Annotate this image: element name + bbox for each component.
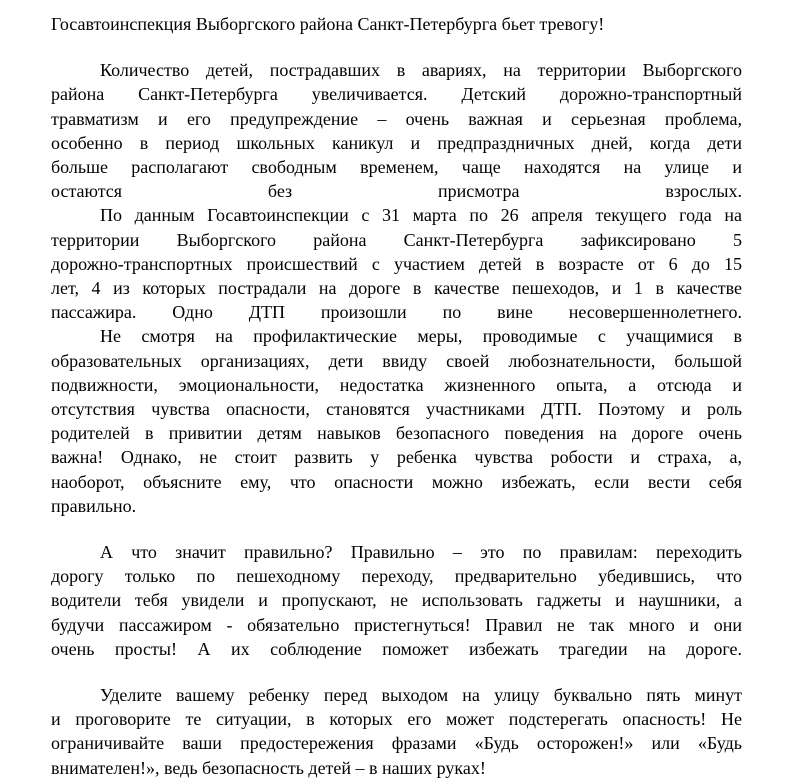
text-line: наоборот, объясните ему, что опасности можно избежать, если вести себя	[51, 471, 742, 492]
text-line: и проговорите те ситуации, в которых его может подстерегать опасность! Не	[51, 709, 742, 730]
text-line: внимателен!», ведь безопасность детей – в наших руках!	[51, 757, 486, 778]
text-line: Уделите вашему ребенку перед выходом на улицу буквально пять минут	[100, 685, 742, 706]
text-line: будучи пассажиром - обязательно пристегнуться! Правил не так много и они	[51, 614, 742, 635]
text-line: Количество детей, пострадавших в авариях, на территории Выборгского	[100, 60, 742, 81]
paragraph	[51, 324, 742, 518]
text-line: дорожно-транспортных происшествий с участием детей в возрасте от 6 до 15	[51, 253, 742, 274]
paragraph	[51, 683, 742, 780]
text-line: водители тебя увидели и пропускают, не использовать гаджеты и наушники, а	[51, 590, 742, 611]
paragraph	[51, 203, 742, 324]
text-line: правильно.	[51, 495, 137, 516]
text-line: очень просты! А их соблюдение поможет избежать трагедии на дороге.	[51, 638, 742, 659]
text-line: важна! Однако, не стоит развить у ребенка чувства робости и страха, а,	[51, 447, 742, 468]
text-line: родителей в привитии детям навыков безопасного поведения на дороге очень	[51, 423, 742, 444]
text-line: подвижности, эмоциональности, недостатка жизненного опыта, а отсюда и	[51, 374, 742, 395]
text-line: Не смотря на профилактические меры, проводимые с учащимися в	[100, 326, 742, 347]
text-line: остаются без присмотра взрослых.	[51, 181, 742, 202]
text-line: травматизм и его предупреждение – очень важная и серьезная проблема,	[51, 108, 742, 129]
text-line: дорогу только по пешеходному переходу, предварительно убедившись, что	[51, 566, 742, 587]
text-line: ограничивайте ваши предостережения фразами «Будь осторожен!» или «Будь	[51, 733, 742, 754]
text-line: лет, 4 из которых пострадали на дороге в качестве пешеходов, и 1 в качестве	[51, 278, 742, 299]
text-line: пассажира. Одно ДТП произошли по вине несовершеннолетнего.	[51, 302, 742, 323]
text-line: больше располагают свободным временем, чаще находятся на улице и	[51, 157, 742, 178]
text-line: района Санкт-Петербурга увеличивается. Детский дорожно-транспортный	[51, 84, 742, 105]
paragraph	[51, 540, 742, 661]
document-body	[51, 58, 742, 780]
text-line: образовательных организациях, дети ввиду своей любознательности, большой	[51, 350, 742, 371]
text-line: отсутствия чувства опасности, становятся участниками ДТП. Поэтому и роль	[51, 399, 742, 420]
paragraph	[51, 58, 742, 203]
text-line: особенно в период школьных каникул и предпраздничных дней, когда дети	[51, 132, 742, 153]
text-line: А что значит правильно? Правильно – это по правилам: переходить	[100, 542, 742, 563]
text-line: По данным Госавтоинспекции с 31 марта по 26 апреля текущего года на	[100, 205, 742, 226]
document-title: Госавтоинспекция Выборгского района Санкт-Петербурга бьет тревогу!	[51, 14, 605, 34]
text-line: территории Выборгского района Санкт-Петербурга зафиксировано 5	[51, 229, 742, 250]
